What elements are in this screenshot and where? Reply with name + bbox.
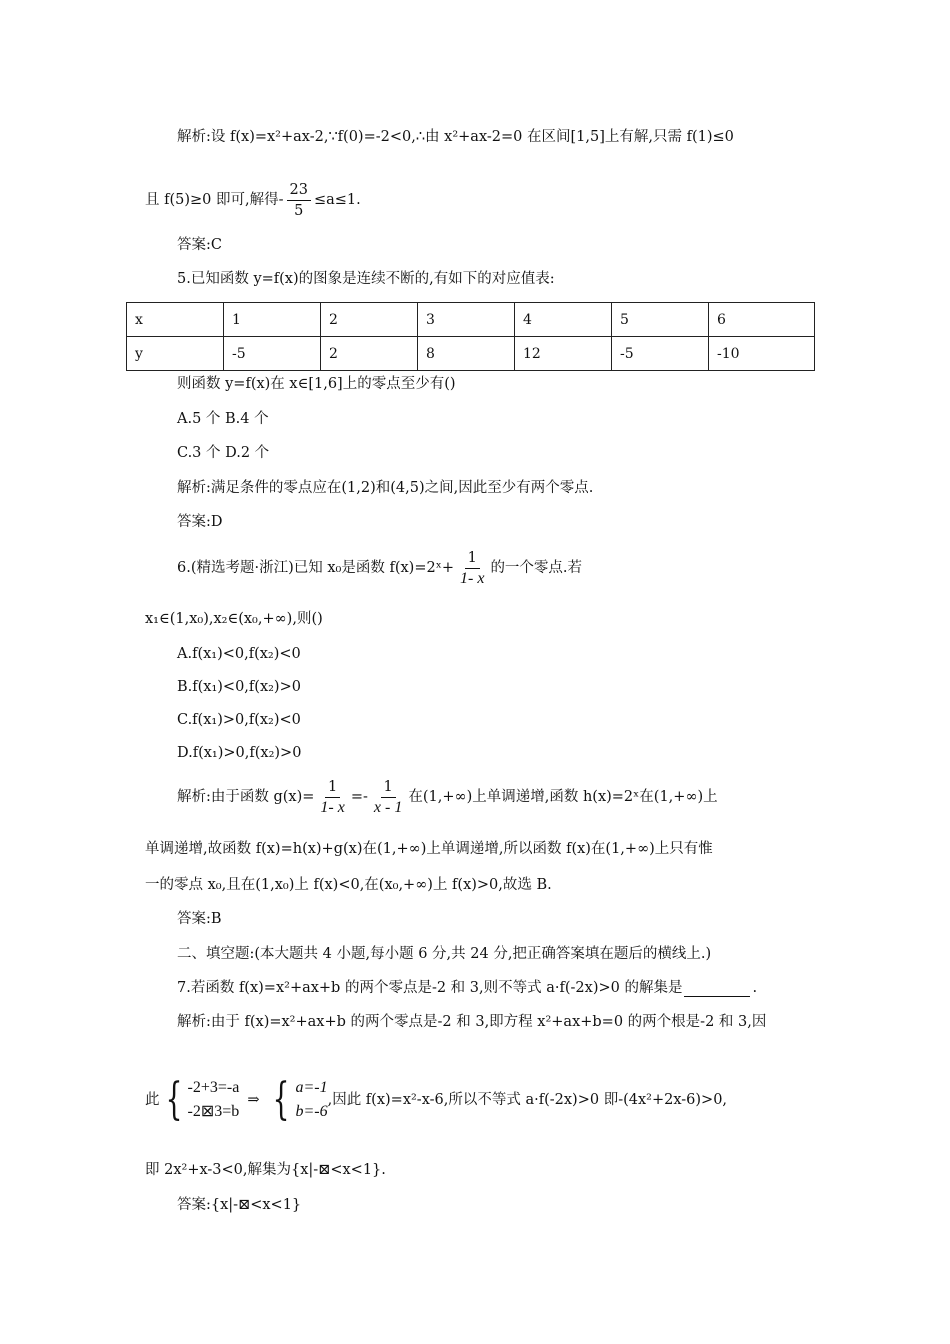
q6-analysis-post: 在(1,+∞)上单调递增,函数 h(x)=2ˣ在(1,+∞)上: [408, 789, 718, 805]
q4-answer: 答案:C: [177, 237, 222, 253]
q7-answer-blank: [684, 982, 750, 997]
table-cell: 5: [612, 303, 709, 337]
table-cell: y: [127, 337, 224, 371]
q5-analysis: 解析:满足条件的零点应在(1,2)和(4,5)之间,因此至少有两个零点.: [177, 480, 594, 496]
q6-frac2-den: x - 1: [373, 798, 403, 816]
table-cell: 4: [515, 303, 612, 337]
q6-option-a: A.f(x₁)<0,f(x₂)<0: [177, 646, 301, 662]
table-row: [127, 303, 815, 337]
q6-frac1-num: 1: [325, 777, 340, 798]
table-cell: -5: [224, 337, 321, 371]
left-brace-icon: {: [165, 1074, 182, 1125]
q6-stem-pre: 6.(精选考题·浙江)已知 x₀是函数 f(x)=2ˣ+: [177, 560, 454, 576]
q4-analysis-line1: 解析:设 f(x)=x²+ax-2,∵f(0)=-2<0,∴由 x²+ax-2=0 在区间[1,5]上有解,只需 f(1)≤0: [177, 129, 734, 145]
table-cell: 2: [321, 337, 418, 371]
q6-stem-post: 的一个零点.若: [490, 560, 583, 576]
q6-analysis-pre: 解析:由于函数 g(x)=: [177, 789, 315, 805]
q6-analysis-line3: 一的零点 x₀,且在(1,x₀)上 f(x)<0,在(x₀,+∞)上 f(x)>0,故选 B.: [145, 877, 552, 893]
q7-stem: [177, 979, 757, 997]
table-cell: 12: [515, 337, 612, 371]
q7-sys2-line1: a=-1: [295, 1079, 328, 1096]
q4-fraction: [287, 180, 311, 221]
q7-system2: [295, 1076, 327, 1124]
q5-options-cd: C.3 个 D.2 个: [177, 445, 270, 461]
q7-analysis-line3: 即 2x²+x-3<0,解集为{x|-⊠<x<1}.: [145, 1162, 386, 1178]
q7-arrow: ⇒: [247, 1092, 260, 1108]
q5-stem: 5.已知函数 y=f(x)的图象是连续不断的,有如下的对应值表:: [177, 271, 555, 287]
q7-system1: [188, 1076, 240, 1124]
table-cell: 8: [418, 337, 515, 371]
q7-sys1-line1: -2+3=-a: [187, 1079, 240, 1096]
q6-analysis-frac2: [371, 777, 405, 818]
q6-stem-line2: x₁∈(1,x₀),x₂∈(x₀,+∞),则(): [145, 611, 323, 627]
table-cell: 3: [418, 303, 515, 337]
q7-sys2-line2: b=-6: [295, 1103, 328, 1120]
q7-stem-end: .: [752, 980, 758, 996]
q7-answer: 答案:{x|-⊠<x<1}: [177, 1197, 302, 1213]
q6-stem-fraction: [457, 548, 487, 589]
q7-ci: 此: [145, 1092, 160, 1108]
q4-analysis-line2-pre: 且 f(5)≥0 即可,解得-: [145, 192, 284, 208]
table-cell: -10: [709, 337, 815, 371]
q6-stem-frac-den: 1- x: [460, 569, 485, 587]
q6-option-c: C.f(x₁)>0,f(x₂)<0: [177, 712, 301, 728]
q6-stem-line1: [177, 546, 582, 590]
q7-analysis-line2-post: ,因此 f(x)=x²-x-6,所以不等式 a·f(-2x)>0 即-(4x²+2x-6)>0,: [327, 1092, 728, 1108]
q6-option-b: B.f(x₁)<0,f(x₂)>0: [177, 679, 301, 695]
q6-answer: 答案:B: [177, 911, 222, 927]
q5-answer: 答案:D: [177, 514, 223, 530]
q6-frac2-num: 1: [381, 777, 396, 798]
q6-analysis-line1: [177, 774, 718, 820]
q4-analysis-line2-post: ≤a≤1.: [313, 192, 361, 208]
q6-option-d: D.f(x₁)>0,f(x₂)>0: [177, 745, 302, 761]
table-cell: x: [127, 303, 224, 337]
q7-analysis-line2: [145, 1076, 727, 1124]
left-brace-icon: {: [273, 1074, 290, 1125]
table-cell: -5: [612, 337, 709, 371]
section2-heading: 二、填空题:(本大题共 4 小题,每小题 6 分,共 24 分,把正确答案填在题后的横线上.): [177, 946, 712, 962]
q7-sys1-line2: -2⊠3=b: [187, 1103, 240, 1120]
q6-analysis-frac1: [317, 777, 347, 818]
table-cell: 2: [321, 303, 418, 337]
q5-question: 则函数 y=f(x)在 x∈[1,6]上的零点至少有(): [177, 376, 456, 392]
q5-options-ab: A.5 个 B.4 个: [177, 411, 269, 427]
q7-analysis-line1: 解析:由于 f(x)=x²+ax+b 的两个零点是-2 和 3,即方程 x²+ax+b=0 的两个根是-2 和 3,因: [177, 1014, 767, 1030]
q5-value-table: [126, 302, 815, 371]
q4-analysis-line2: [145, 178, 361, 222]
table-cell: 6: [709, 303, 815, 337]
q6-frac1-den: 1- x: [320, 798, 345, 816]
table-row: [127, 337, 815, 371]
q6-analysis-line2: 单调递增,故函数 f(x)=h(x)+g(x)在(1,+∞)上单调递增,所以函数 f(x)在(1,+∞)上只有惟: [145, 841, 713, 857]
q4-frac-den: 5: [294, 202, 304, 219]
q4-frac-num: 23: [287, 180, 311, 201]
table-cell: 1: [224, 303, 321, 337]
q6-stem-frac-num: 1: [465, 548, 480, 569]
q6-eq-mid: =-: [350, 789, 368, 805]
q7-stem-pre: 7.若函数 f(x)=x²+ax+b 的两个零点是-2 和 3,则不等式 a·f(-2x)>0 的解集是: [177, 980, 683, 996]
